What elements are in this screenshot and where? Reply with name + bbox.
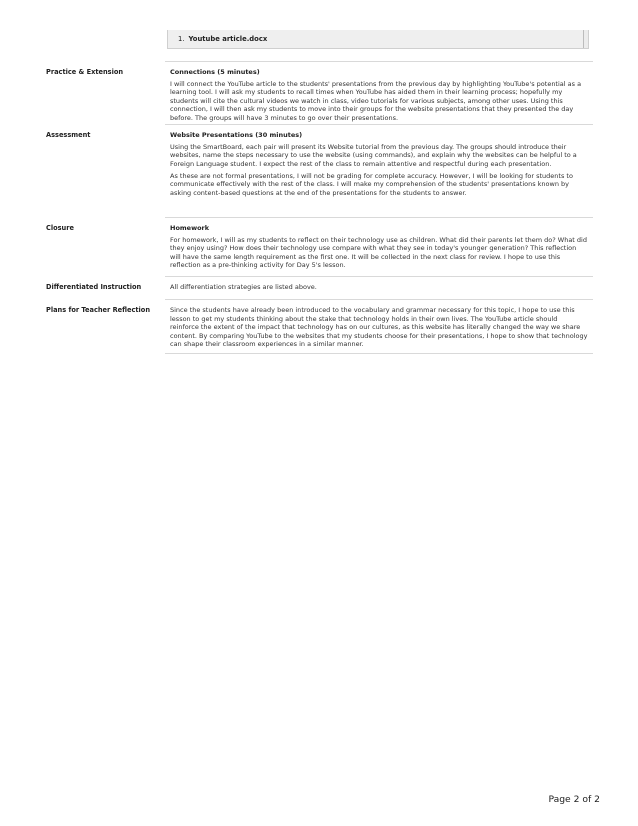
section-content [170,68,588,126]
section-content [170,306,588,352]
section-content [170,224,588,273]
section-content [170,283,588,295]
section-heading: Homework [170,224,210,232]
section-heading: Connections (5 minutes) [170,68,260,76]
section-paragraph: All differentiation strategies are listed above. [170,283,317,291]
section-paragraph: Since the students have already been introduced to the vocabulary and grammar necessary for this topic, I hope to use this lesson to get my students thinking about the stake that technology holds in their own lives. The YouTube article should reinforce the extent of the impact that technology has on our cultures, as this website has literally changed the way we share content. By comparing YouTube to the websites that my students choose for their presentations, I hope to show that technology can shape their classroom experiences in a similar manner. [170,306,588,349]
section-label: Plans for Teacher Reflection [46,306,151,314]
section-divider [165,299,593,300]
attachment-number: 1. [178,35,185,43]
section-label: Differentiated Instruction [46,283,142,291]
section-paragraph: I will connect the YouTube article to the students' presentations from the previous day by highlighting YouTube's potential as a learning tool. I will ask my students to recall times when YouTube has aided them in their learning process; hopefully my students will cite the cultural videos we watch in class, video tutorials for various subjects, among other uses. Using this connection, I will then ask my students to move into their groups for the website presentations that they presented the day before. The groups will have 3 minutes to go over their presentations. [170,79,582,122]
section-label: Assessment [46,131,91,139]
section-divider [165,124,593,125]
section-divider [165,61,593,62]
section-divider [165,217,593,218]
section-paragraph: For homework, I will as my students to reflect on their technology use as children. What did their parents let them do? What did they enjoy using? How does their technology use compare with what they see in today's younger generation? This reflection will have the same length requirement as the first one. It will be collected in the next class for review. I hope to use this reflection as a pre-thinking activity for Day 5's lesson. [170,235,587,270]
attachment-list [167,30,589,49]
section-paragraph: As these are not formal presentations, I will not be grading for complete accuracy. However, I will be looking for students to communicate effectively with the rest of the class. I will make my comprehension of the students' presentations known by asking content-based questions at the end of the presentations for the students to answer. [170,171,573,197]
section-label: Closure [46,224,74,232]
section-label: Practice & Extension [46,68,124,76]
attachment-name[interactable]: Youtube article.docx [188,35,268,43]
section-divider [165,276,593,277]
attachment-list-panel [168,30,584,48]
page-number: Page 2 of 2 [548,794,600,805]
section-paragraph: Using the SmartBoard, each pair will present its Website tutorial from the previous day. The groups should introduce their websites, name the steps necessary to use the website (using commands), and explain why the websites can be helpful to a Foreign Language student. I expect the rest of the class to remain attentive and respectful during each presentation. [170,142,577,168]
section-heading: Website Presentations (30 minutes) [170,131,303,139]
attachment-item[interactable] [178,35,267,44]
section-content [170,131,588,201]
section-divider [165,353,593,354]
